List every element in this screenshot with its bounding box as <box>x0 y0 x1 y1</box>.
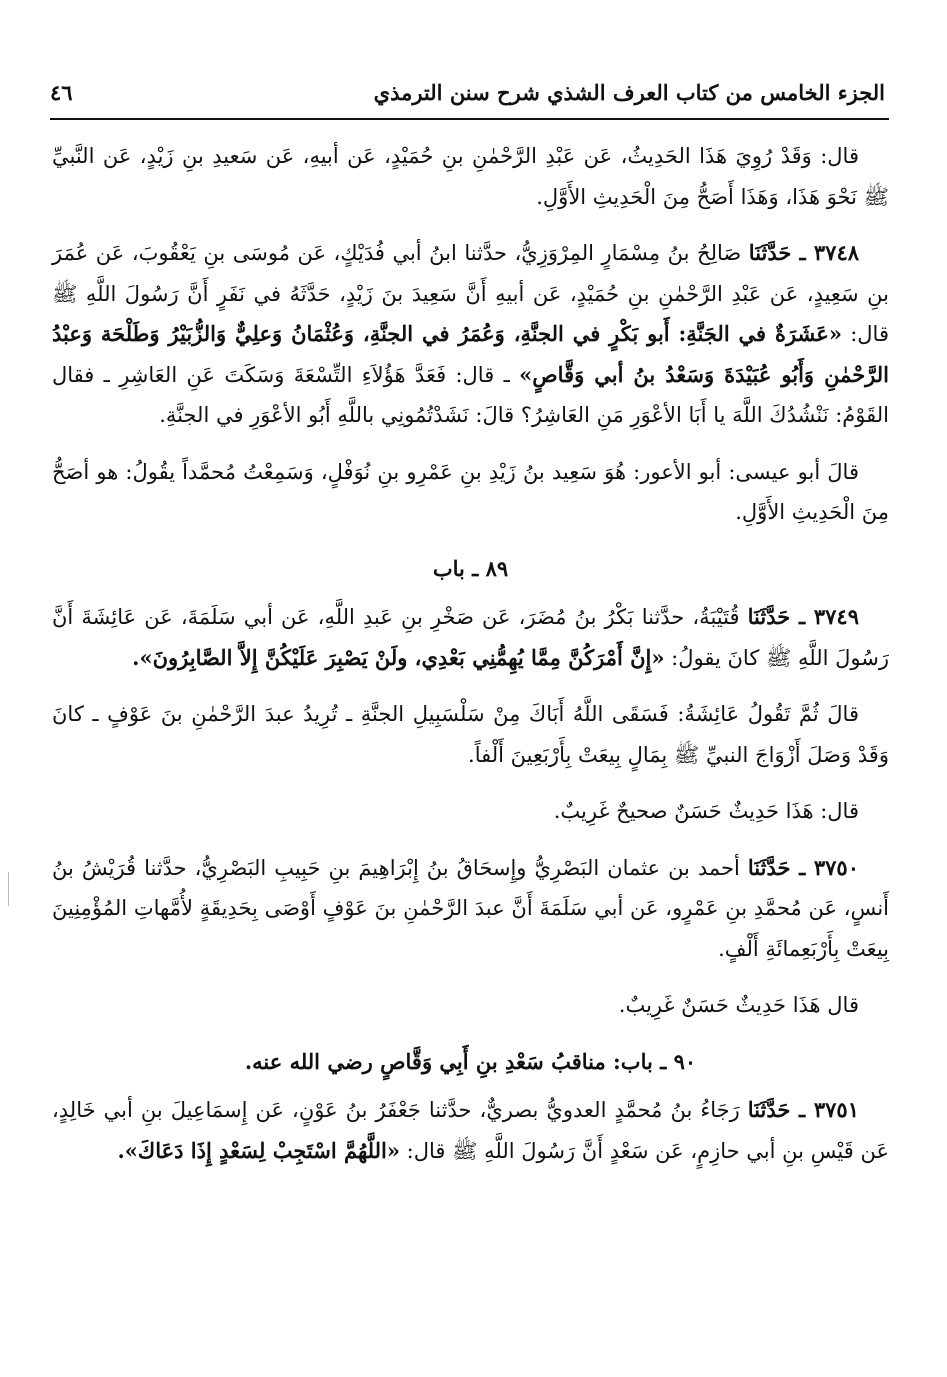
hadith-3749 <box>52 597 889 678</box>
hadith-number: ٣٧٤٨ ـ حَدَّثَنَا <box>748 240 860 265</box>
matn-text: «إِنَّ أَمْرَكُنَّ مِمَّا يُهِمُّنِي بَعْدِي، ولَنْ يَصْبِرَ عَلَيْكُنَّ إِلاَّ الصَّابِرُونَ». <box>132 644 665 670</box>
isnad-text: قُتَيْبَةُ، حدَّثنا بَكْرُ بنُ مُضَرَ، عَن صَخْرِ بنِ عَبدِ اللَّهِ، عَن أبي سَلَمَةَ، عَن عَائِشَةَ أَنَّ رَسُولَ اللَّهِ ﷺ كانَ يقولُ: <box>52 605 889 670</box>
hadith-number: ٣٧٥١ ـ حَدَّثَنَا <box>747 1097 859 1122</box>
isnad-text: رَجَاءُ بنُ مُحمَّدٍ العدويُّ بصريٌّ، حدَّثنا جَعْفَرُ بنُ عَوْنٍ، عَن إِسمَاعِيلَ بنِ أبي خَالِدٍ، عَن قَيْسِ بنِ أبي حازِمٍ، عَن سَعْدٍ أَنَّ رَسُولَ اللَّهِ ﷺ قال: <box>52 1098 889 1163</box>
hadith-number: ٣٧٤٩ ـ حَدَّثَنَا <box>747 604 859 629</box>
page-header <box>50 72 885 112</box>
isnad-text: صَالِحُ بنُ مِسْمَارٍ المِرْوَزِيُّ، حدَّثنا ابنُ أبي فُدَيْكٍ، عَن مُوسَى بنِ يَعْقُوبَ، عَن عُمَرَ بنِ سَعِيدٍ، عَن عَبْدِ الرَّحْمٰنِ بنِ حُمَيْدٍ، عَن أبيهِ أَنَّ سَعِيدَ بنَ زَيْدٍ، حَدَّثَهُ في نَفَرٍ أَنَّ رَسُولَ اللَّهِ ﷺ قال: <box>52 241 889 346</box>
paragraph-text: قال: وَقَدْ رُوِيَ هَذَا الحَدِيثُ، عَن عَبْدِ الرَّحْمٰنِ بنِ حُمَيْدٍ، عَن أبيهِ، عَن سَعيدِ بنِ زَيْدٍ، عَن النَّبيِّ ﷺ نَحْوَ هَذَا، وَهَذَا أَصَحُّ مِنَ الْحَدِيثِ الأَوَّلِ. <box>52 144 889 209</box>
chapter-heading-90: ٩٠ ـ باب: مناقبُ سَعْدِ بنِ أَبِي وَقَّاصٍ رضي الله عنه. <box>244 1048 697 1074</box>
paragraph-text: قالَ أبو عيسى: أبو الأعور: هُوَ سَعِيد بنُ زَيْدِ بنِ عَمْرِو بنِ نُوَفْلٍ، وَسَمِعْتُ مُحمَّداً يقُولُ: هو أصَحُّ مِنَ الْحَدِيثِ الأَوَّلِ. <box>52 459 889 524</box>
paragraph-text: قال: هَذَا حَدِيثٌ حَسَنٌ صحيحٌ غَرِيبٌ. <box>553 799 859 823</box>
scan-margin-mark <box>8 872 9 906</box>
paragraph-grading-8 <box>52 985 889 1026</box>
page-number: ٤٦ <box>50 79 73 105</box>
hadith-3751 <box>52 1090 889 1171</box>
paragraph-grading-6 <box>52 791 889 832</box>
hadith-number: ٣٧٥٠ ـ حَدَّثَنَا <box>747 854 859 880</box>
running-title: الجزء الخامس من كتاب العرف الشذي شرح سنن الترمذي <box>373 79 885 105</box>
matn-text: «عَشَرَةٌ في الجَنَّةِ: أَبو بَكْرٍ في الجنَّةِ، وَعُمَرُ في الجنَّةِ، وَعُثْمَانُ وَعلِيٌّ وَالزُّبَيْرُ وَطَلْحَة وَعبْدُ الرَّحْمٰنِ وَأَبُو عُبَيْدَةَ وَسَعْدُ بنُ أبي وَقَّاصٍ» <box>52 321 889 387</box>
header-rule <box>50 118 889 120</box>
matn-text: «اللَّهُمَّ اسْتَجِبْ لِسَعْدٍ إِذَا دَعَاكَ». <box>117 1137 400 1163</box>
paragraph-text: قال هَذَا حَدِيثٌ حَسَنٌ غَرِيبٌ. <box>618 993 859 1017</box>
hadith-3748 <box>52 233 889 436</box>
paragraph-note-5 <box>52 694 889 775</box>
isnad-text: أحمد بن عثمان البَصْرِيُّ وإِسحَاقُ بنُ إِبْرَاهِيمَ بنِ حَبِيبِ البَصْرِيُّ، حدَّثنا قُرَيْشُ بنُ أَنسٍ، عَن مُحمَّدِ بنِ عَمْرٍو، عَن أبي سَلَمَةَ أَنَّ عبدَ الرَّحْمٰنِ بنَ عَوْفٍ أَوْصَى بِحَدِيقَةٍ لأُمَّهاتِ المُؤْمِنِينَ بِيعَتْ بِأَرْبَعِمائَةِ أَلْفٍ. <box>52 855 889 961</box>
hadith-continuation: ـ قال: فَعَدَّ هَؤُلاَءِ التِّسْعَةَ وَسَكَتَ عَنِ العَاشِرِ ـ فقال القَوْمُ: نَنْشُدُكَ اللَّهَ يا أَبَا الأعْوَرِ مَنِ العَاشِرُ؟ قالَ: نَشَدْتُمُونِي باللَّهِ أَبُو الأعْوَرِ في الجنَّةِ. <box>52 362 889 427</box>
chapter-heading-89: ٨٩ ـ باب <box>432 555 509 581</box>
page-body <box>52 136 889 1187</box>
paragraph-note-1 <box>52 136 889 217</box>
paragraph-note-3 <box>52 452 889 533</box>
paragraph-text: قالَ ثُمَّ تَقُولُ عَائِشَةُ: فَسَقَى اللَّهُ أَبَاكَ مِنْ سَلْسَبِيلِ الجنَّةِ ـ تُرِيدُ عبدَ الرَّحْمٰنِ بنَ عَوْفٍ ـ كانَ وَقَدْ وَصَلَ أَزْوَاجَ النبيِّ ﷺ بِمَالٍ بِيعَتْ بِأَرْبَعِينَ أَلْفاً. <box>52 702 889 767</box>
hadith-3750 <box>52 848 889 970</box>
